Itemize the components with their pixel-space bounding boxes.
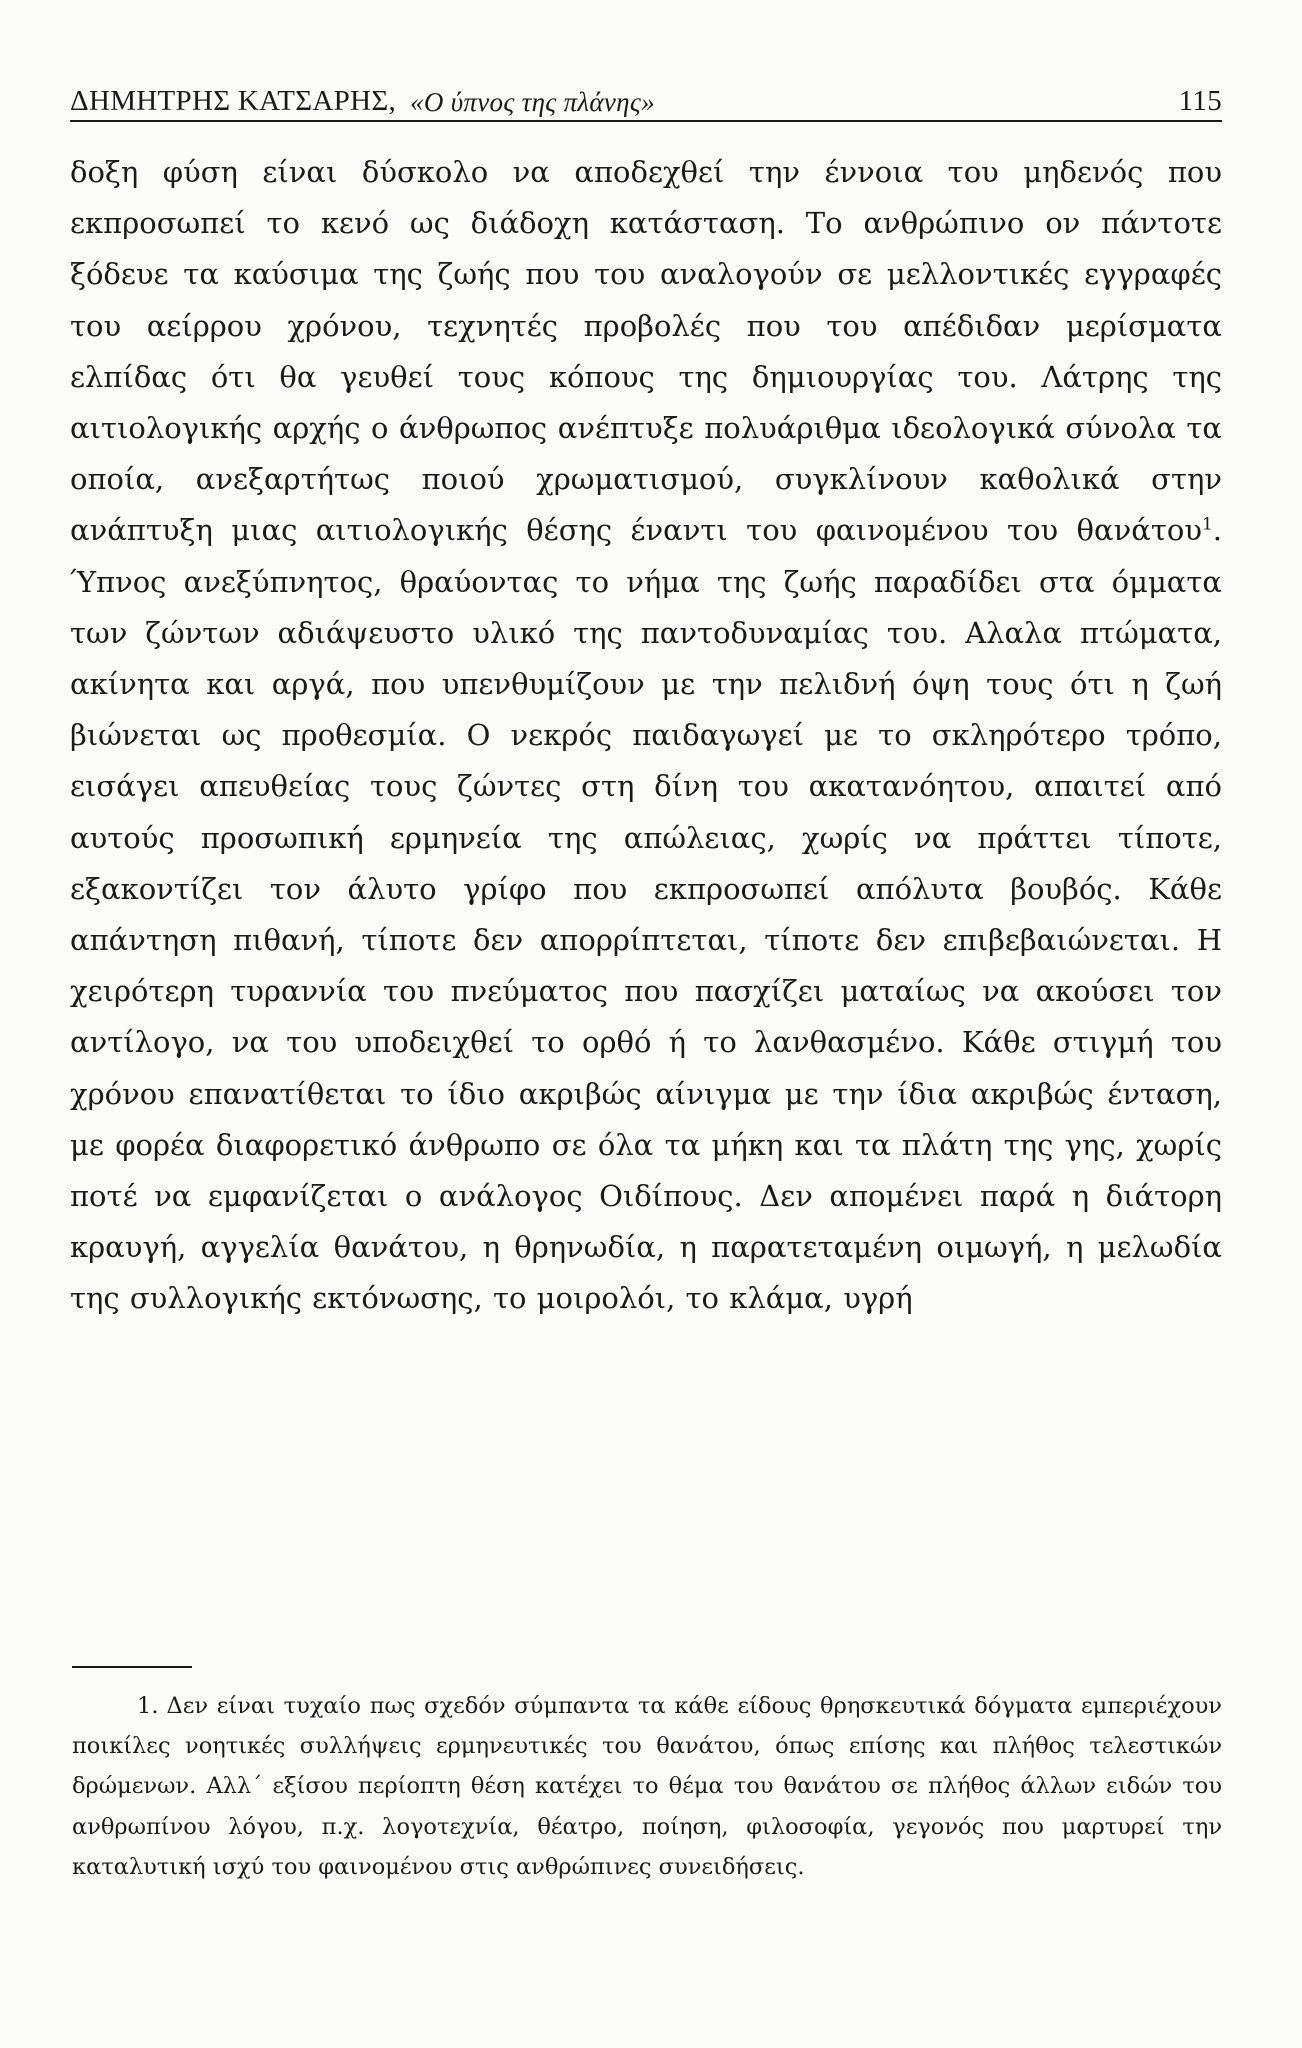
main-text-part-2: . Ύπνος ανεξύπνητος, θραύοντας το νήμα της ζωής παραδίδει στα όμματα των ζώντων αδιάψευστο υλικό της παντοδυναμίας του. Αλαλα πτώματα, ακίνητα και αργά, που υπενθυμίζουν με την πελιδνή όψη τους ότι η ζωή βιώνεται ως προθεσμία. Ο νεκρός παιδαγωγεί με το σκληρότερο τρόπο, εισάγει απευθείας τους ζώντες στη δίνη του ακατανόητου, απαιτεί από αυτούς προσωπική ερμηνεία της απώλειας, χωρίς να πράττει τίποτε, εξακοντίζει τον άλυτο γρίφο που εκπροσωπεί απόλυτα βουβός. Κάθε απάντηση πιθανή, τίποτε δεν απορρίπτεται, τίποτε δεν επιβεβαιώνεται. Η χειρότερη τυραννία του πνεύματος που πασχίζει ματαίως να ακούσει τον αντίλογο, να του υποδειχθεί το ορθό ή το λανθασμένο. Κάθε στιγμή του χρόνου επανατίθεται το ίδιο ακριβώς αίνιγμα με την ίδια ακριβώς ένταση, με φορέα διαφορετικό άνθρωπο σε όλα τα μήκη και τα πλάτη της γης, χωρίς ποτέ να εμφανίζεται ο ανάλογος Οιδίπους. Δεν απομένει παρά η διάτορη κραυγή, αγγελία θανάτου, η θρηνωδία, η παρατεταμένη οιμωγή, η μελωδία της συλλογικής εκτόνωσης, το μοιρολόι, το κλάμα, υγρή — [70, 513, 1222, 1316]
footnote-reference: 1 — [1201, 514, 1213, 535]
page-number: 115 — [1178, 85, 1222, 117]
header-author: ΔΗΜΗΤΡΗΣ ΚΑΤΣΑΡΗΣ, — [70, 85, 397, 117]
footnote-number: 1. — [137, 1693, 159, 1719]
main-text-part-1: δοξη φύση είναι δύσκολο να αποδεχθεί την έννοια του μηδενός που εκπροσωπεί το κενό ως διάδοχη κατάσταση. Το ανθρώπινο ον πάντοτε ξόδευε τα καύσιμα της ζωής που του αναλογούν σε μελλοντικές εγγραφές του αείρρου χρόνου, τεχνητές προβολές που του απέδιδαν μερίσματα ελπίδας ότι θα γευθεί τους κόπους της δημιουργίας του. Λάτρης της αιτιολογικής αρχής ο άνθρωπος ανέπτυξε πολυάριθμα ιδεολογικά σύνολα τα οποία, ανεξαρτήτως ποιού χρωματισμού, συγκλίνουν καθολικά στην ανάπτυξη μιας αιτιολογικής θέσης έναντι του φαινομένου του θανάτου — [70, 155, 1222, 548]
running-header — [70, 78, 1222, 118]
footnote — [72, 1686, 1222, 1887]
header-rule — [70, 120, 1222, 122]
header-work-title: «Ο ύπνος της πλάνης» — [410, 87, 655, 117]
footnote-text: Δεν είναι τυχαίο πως σχεδόν σύμπαντα τα κάθε είδους θρησκευτικά δόγματα εμπεριέχουν ποικίλες νοητικές συλλήψεις ερμηνευτικές του θανάτου, όπως επίσης και πλήθος τελεστικών δρώμενων. Αλλ΄ εξίσου περίοπτη θέση κατέχει το θέμα του θανάτου σε πλήθος άλλων ειδών του ανθρωπίνου λόγου, π.χ. λογοτεχνία, θέατρο, ποίηση, φιλοσοφία, γεγονός που μαρτυρεί την καταλυτική ισχύ του φαινομένου στις ανθρώπινες συνειδήσεις. — [72, 1693, 1222, 1880]
main-text — [70, 147, 1222, 1325]
footnote-rule — [72, 1666, 192, 1668]
